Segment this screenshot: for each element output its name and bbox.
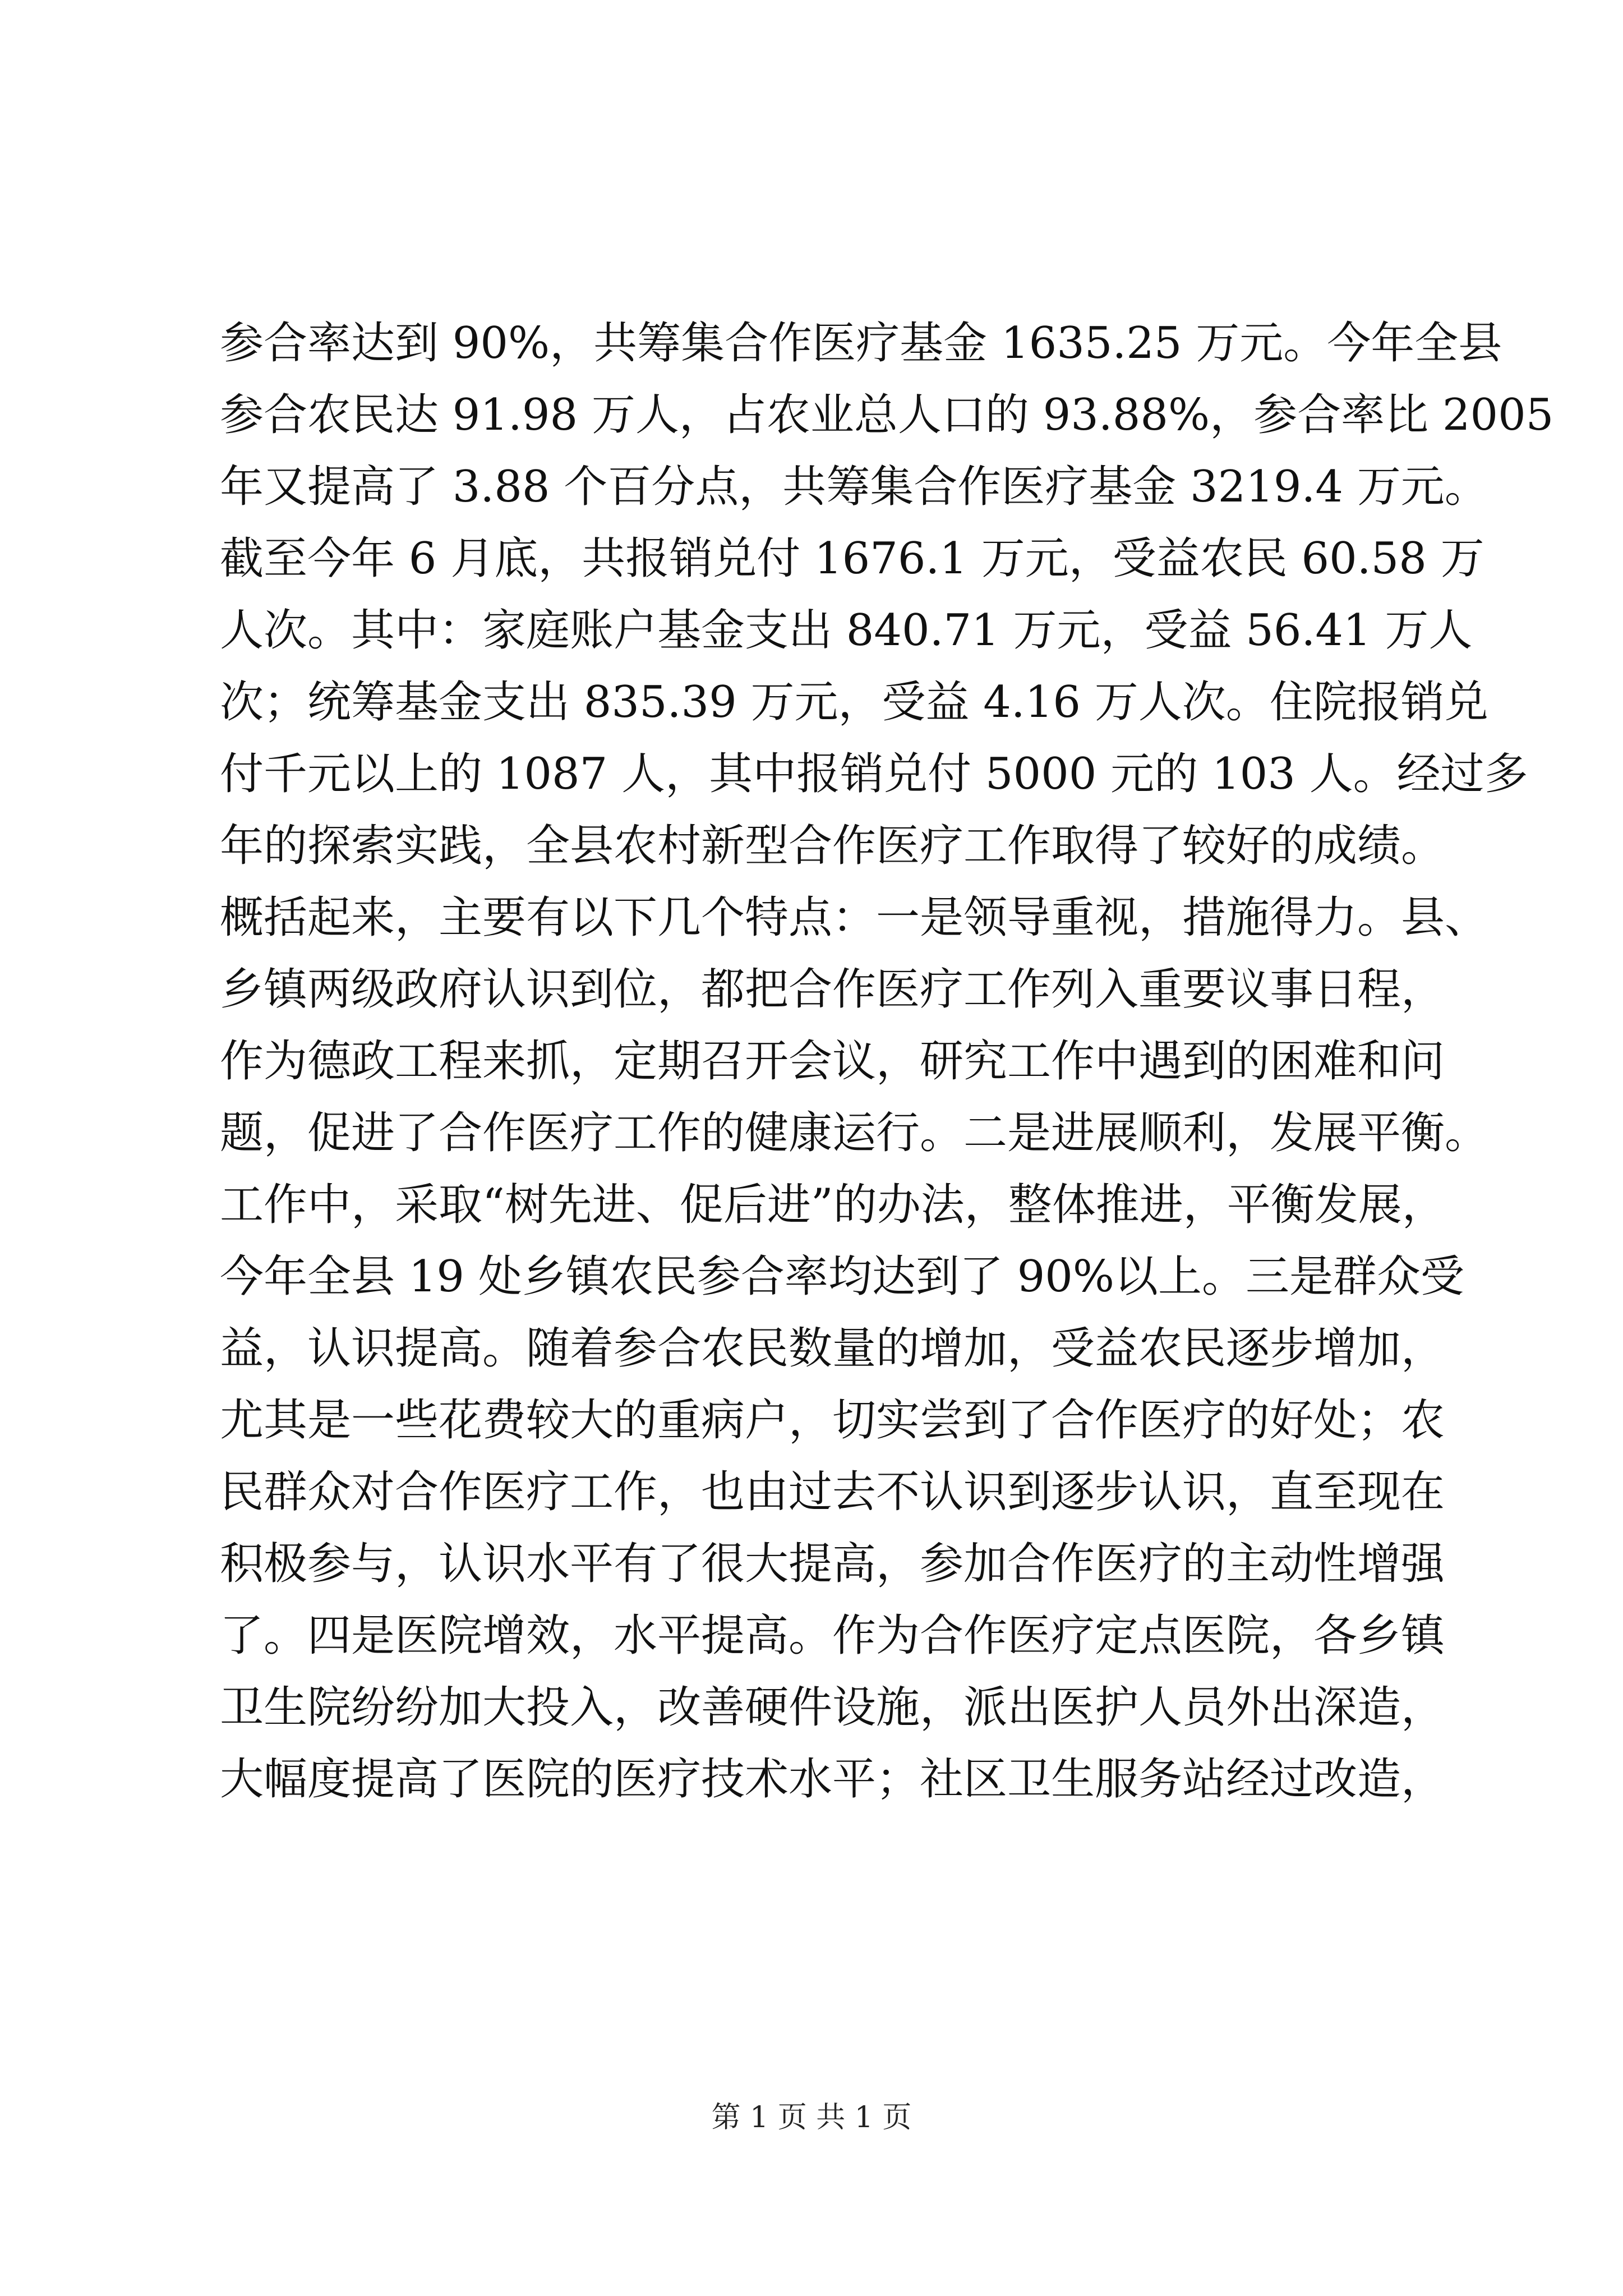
text-line: 乡镇两级政府认识到位，都把合作医疗工作列入重要议事日程，: [220, 964, 1445, 1015]
page-number-label: 第 1 页 共 1 页: [711, 2101, 912, 2134]
text-line: 人次。其中：家庭账户基金支出 840.71 万元，受益 56.41 万人: [220, 605, 1473, 656]
text-line: 次；统筹基金支出 835.39 万元，受益 4.16 万人次。住院报销兑: [220, 677, 1488, 728]
text-line: 积极参与，认识水平有了很大提高，参加合作医疗的主动性增强: [220, 1539, 1445, 1589]
body-text: [220, 307, 1554, 1815]
text-line: 今年全县 19 处乡镇农民参合率均达到了 90%以上。三是群众受: [220, 1251, 1465, 1302]
text-line: 作为德政工程来抓，定期召开会议，研究工作中遇到的困难和问: [220, 1036, 1445, 1087]
text-line: 大幅度提高了医院的医疗技术水平；社区卫生服务站经过改造，: [220, 1754, 1445, 1805]
text-line: 概括起来，主要有以下几个特点：一是领导重视，措施得力。县、: [220, 892, 1489, 943]
text-line: 年又提高了 3.88 个百分点，共筹集合作医疗基金 3219.4 万元。: [220, 462, 1488, 512]
text-line: 益，认识提高。随着参合农民数量的增加，受益农民逐步增加，: [220, 1323, 1445, 1374]
text-line: 了。四是医院增效，水平提高。作为合作医疗定点医院，各乡镇: [220, 1611, 1445, 1661]
text-line: 民群众对合作医疗工作，也由过去不认识到逐步认识，直至现在: [220, 1467, 1445, 1517]
text-line: 题，促进了合作医疗工作的健康运行。二是进展顺利，发展平衡。: [220, 1108, 1489, 1158]
page-footer: [0, 2098, 1623, 2137]
text-line: 截至今年 6 月底，共报销兑付 1676.1 万元，受益农民 60.58 万: [220, 533, 1484, 584]
text-line: 工作中，采取“树先进、促后进”的办法，整体推进，平衡发展，: [220, 1180, 1446, 1230]
text-line: 参合率达到 90%，共筹集合作医疗基金 1635.25 万元。今年全县: [220, 318, 1502, 369]
text-line: 年的探索实践，全县农村新型合作医疗工作取得了较好的成绩。: [220, 821, 1445, 871]
text-line: 付千元以上的 1087 人，其中报销兑付 5000 元的 103 人。经过多: [220, 749, 1528, 799]
text-line: 参合农民达 91.98 万人，占农业总人口的 93.88%，参合率比 2005: [220, 390, 1554, 440]
text-line: 尤其是一些花费较大的重病户，切实尝到了合作医疗的好处；农: [220, 1395, 1445, 1446]
text-line: 卫生院纷纷加大投入，改善硬件设施，派出医护人员外出深造，: [220, 1682, 1445, 1733]
